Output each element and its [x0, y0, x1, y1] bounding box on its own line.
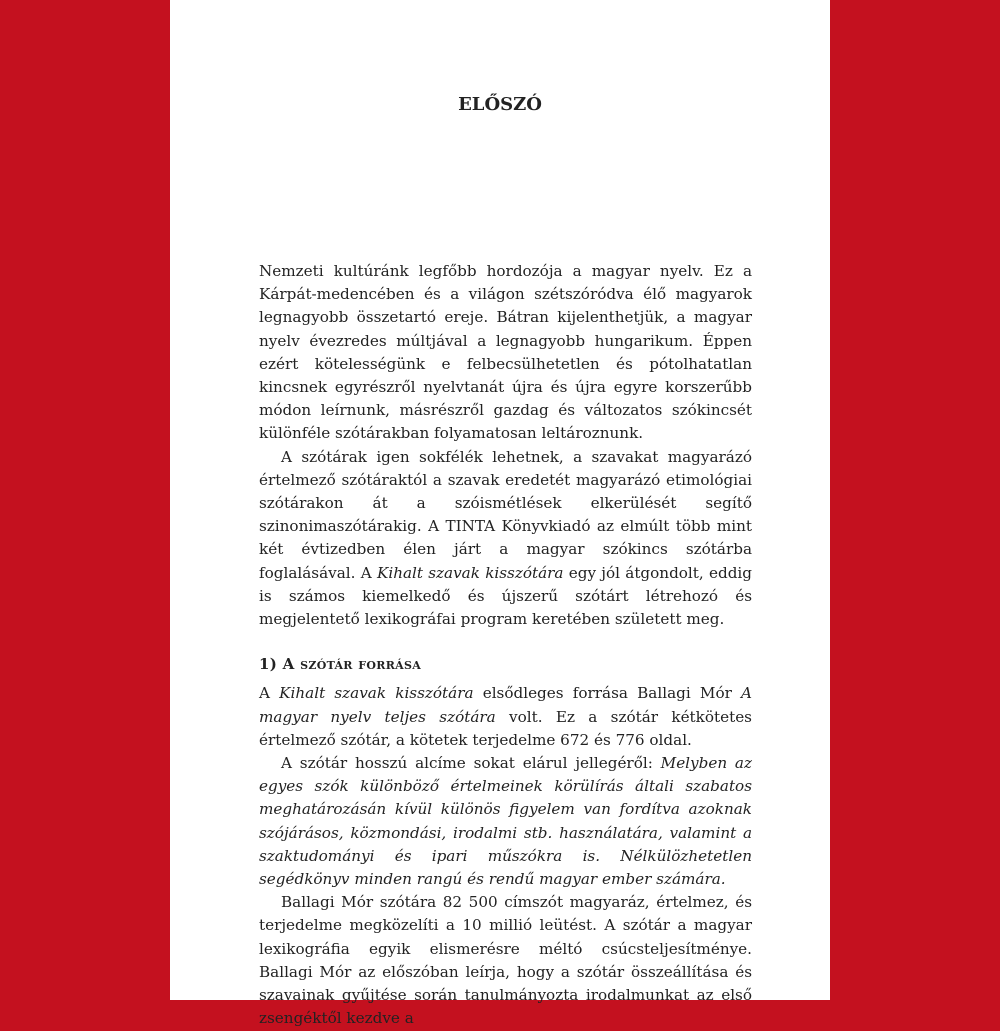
- book-page: [170, 0, 830, 1028]
- paragraph-2: A szótárak igen sokfélék lehetnek, a szavakat magyarázó értelmező szótáraktól a szavak eredetét magyarázó etimológiai szótárakon át a szóismétlések elkerülését segítő szinonimaszótárakig. A TINTA Könyvkiadó az elmúlt több mint két évtizedben élen járt a magyar szókincs szótárba foglalásával. A Kihalt szavak kisszótára egy jól átgondolt, eddig is számos kiemelkedő és újszerű szótárt létrehozó és megjelentető lexikográfai program keretében született meg.: [259, 447, 752, 629]
- paragraph-4: A szótár hosszú alcíme sokat elárul jellegéről: Melyben az egyes szók különböző értelmeinek körülírás általi szabatos meghatározásán kívül különös figyelem van fordítva azoknak szójárásos, közmondási, irodalmi stb. használatára, valamint a szaktudományi és ipari műszókra is. Nélkülözhetetlen segédkönyv minden rangú és rendű magyar ember számára.: [259, 754, 752, 889]
- section-heading: 1) A szótár forrása: [259, 655, 422, 674]
- page-body: [259, 260, 752, 1031]
- paragraph-1: Nemzeti kultúránk legfőbb hordozója a magyar nyelv. Ez a Kárpát-medencében és a világon szétszóródva élő magyarok legnagyobb összetartó ereje. Bátran kijelenthetjük, a magyar nyelv évezredes múltjával a legnagyobb hungarikum. Éppen ezért kötelességünk e felbecsülhetetlen és pótolhatatlan kincsnek egyrészről nyelvtanát újra és újra egyre korszerűbb módon leírnunk, másrészről gazdag és változatos szókincsét különféle szótárakban folyamatosan leltároznunk.: [259, 262, 752, 443]
- page-title: ELŐSZÓ: [458, 94, 542, 115]
- paragraph-5: Ballagi Mór szótára 82 500 címszót magyaráz, értelmez, és terjedelme megközelíti a 10 millió leütést. A szótár a magyar lexikográfia egyik elismerésre méltó csúcsteljesítménye. Ballagi Mór az előszóban leírja, hogy a szótár összeállítása és szavainak gyűjtése során tanulmányozta irodalmunkat az első zsengéktől kezdve a: [259, 893, 752, 1028]
- paragraph-3: A Kihalt szavak kisszótára elsődleges forrása Ballagi Mór A magyar nyelv teljes szótára volt. Ez a szótár kétkötetes értelmező szótár, a kötetek terjedelme 672 és 776 oldal.: [259, 684, 753, 749]
